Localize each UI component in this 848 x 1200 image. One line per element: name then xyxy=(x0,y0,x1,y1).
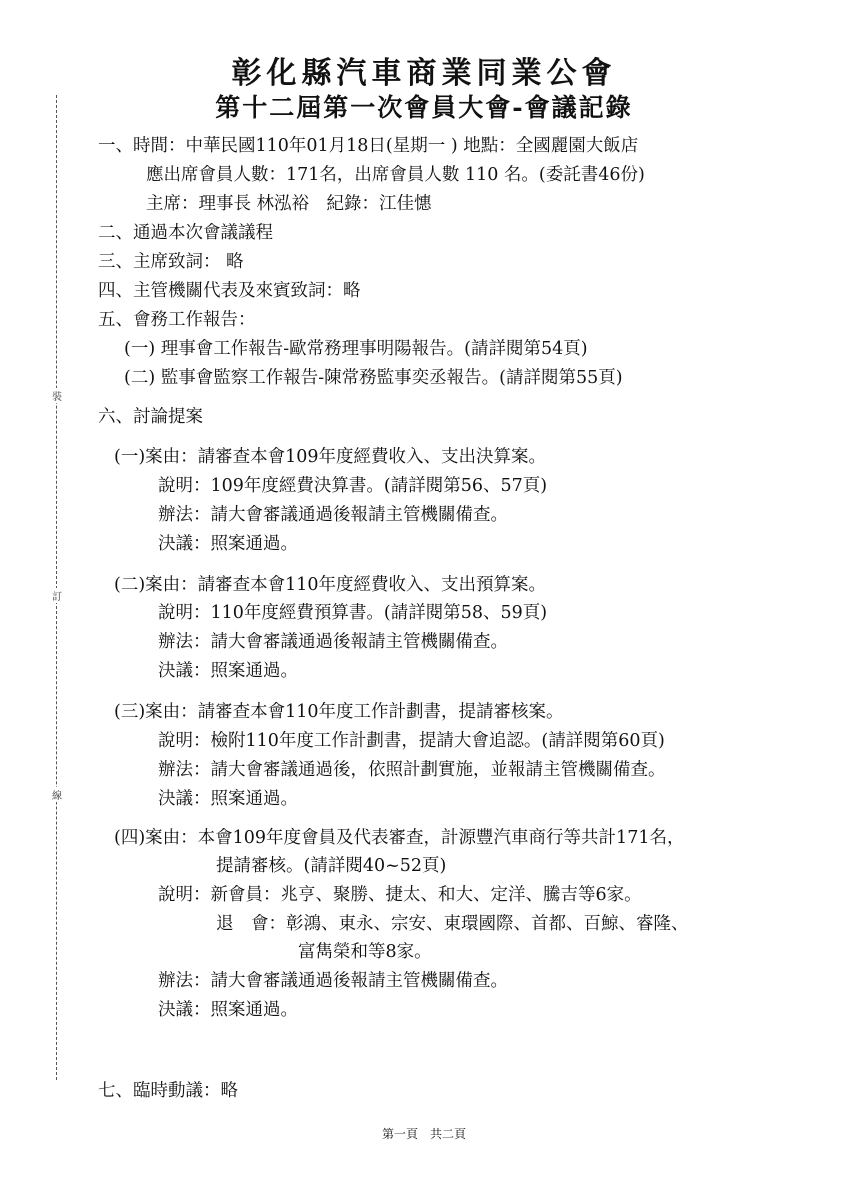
proposal-4-withdrawn: 退 會：彰鴻、東永、宗安、東環國際、首都、百鯨、睿隆、 xyxy=(216,914,689,934)
proposal-4-description: 說明：新會員：兆亨、聚勝、捷太、和大、定洋、騰吉等6家。 xyxy=(158,885,642,905)
proposal-1-decision: 決議：照案通過。 xyxy=(158,534,298,554)
report-board: (一) 理事會工作報告-歐常務理事明陽報告。(請詳閱第54頁) xyxy=(124,339,588,359)
section-proposals: 六、討論提案 xyxy=(98,407,203,427)
section-work-report: 五、會務工作報告： xyxy=(98,310,256,330)
binding-mark-zhuang: 裝 xyxy=(50,388,64,403)
proposal-2-case: (二)案由：請審查本會110年度經費收入、支出預算案。 xyxy=(114,575,547,595)
proposal-4-withdrawn-continued: 富雋榮和等8家。 xyxy=(298,942,432,962)
proposal-1-description: 說明：109年度經費決算書。(請詳閱第56、57頁) xyxy=(158,476,548,496)
section-extempore-motions: 七、臨時動議：略 xyxy=(98,1081,238,1101)
proposal-3-description: 說明：檢附110年度工作計劃書，提請大會追認。(請詳閱第60頁) xyxy=(158,731,665,751)
binding-mark-ding: 訂 xyxy=(50,588,64,603)
proposal-3-decision: 決議：照案通過。 xyxy=(158,789,298,809)
document-subtitle: 第十二屆第一次會員大會-會議記錄 xyxy=(215,93,633,122)
proposal-3-method: 辦法：請大會審議通過後，依照計劃實施，並報請主管機關備查。 xyxy=(158,760,666,780)
proposal-1-method: 辦法：請大會審議通過後報請主管機關備查。 xyxy=(158,505,508,525)
report-supervisors: (二) 監事會監察工作報告-陳常務監事奕丞報告。(請詳閱第55頁) xyxy=(124,368,623,388)
attendance-count: 應出席會員人數：171名，出席會員人數 110 名。(委託書46份) xyxy=(146,165,645,185)
page-number: 第一頁 共二頁 xyxy=(381,1127,466,1141)
chair-recorder: 主席：理事長 林泓裕 紀錄：江佳憓 xyxy=(146,194,432,214)
proposal-1-case: (一)案由：請審查本會109年度經費收入、支出決算案。 xyxy=(114,447,547,467)
proposal-2-decision: 決議：照案通過。 xyxy=(158,661,298,681)
proposal-2-description: 說明：110年度經費預算書。(請詳閱第58、59頁) xyxy=(158,603,548,623)
proposal-4-method: 辦法：請大會審議通過後報請主管機關備查。 xyxy=(158,971,508,991)
document-title: 彰化縣汽車商業同業公會 xyxy=(231,56,617,91)
proposal-3-case: (三)案由：請審查本會110年度工作計劃書，提請審核案。 xyxy=(114,702,564,722)
section-agenda: 二、通過本次會議議程 xyxy=(98,223,273,243)
meeting-time-location: 一、時間：中華民國110年01月18日(星期一 ) 地點：全國麗園大飯店 xyxy=(98,136,639,156)
section-guest-speech: 四、主管機關代表及來賓致詞：略 xyxy=(98,281,361,301)
section-chair-speech: 三、主席致詞： 略 xyxy=(98,252,244,272)
proposal-4-decision: 決議：照案通過。 xyxy=(158,1000,298,1020)
proposal-2-method: 辦法：請大會審議通過後報請主管機關備查。 xyxy=(158,632,508,652)
binding-mark-xian: 線 xyxy=(50,787,64,802)
proposal-4-case: (四)案由：本會109年度會員及代表審查，計源豐汽車商行等共計171名， xyxy=(114,828,685,848)
proposal-4-case-continued: 提請審核。(請詳閱40~52頁) xyxy=(216,856,447,876)
